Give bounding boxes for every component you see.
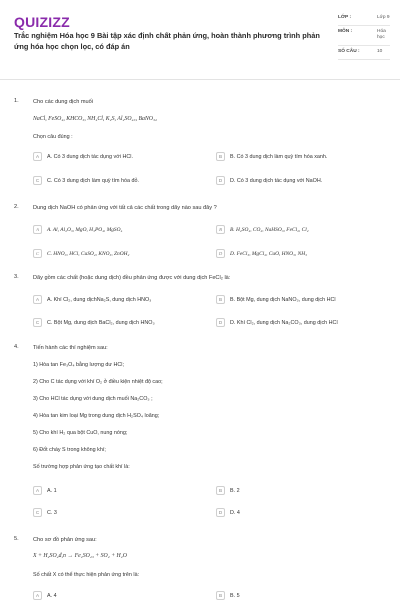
page-title: Trắc nghiệm Hóa học 9 Bài tập xác định chất phản ứng, hoàn thành phương trình phản ứng hóa học chọn lọc, có đáp án	[14, 31, 320, 51]
question-number: 4.	[14, 344, 19, 350]
question-text: Cho các dung dịch muối	[33, 99, 94, 105]
question-text: Dung dịch NaOH có phản ứng với tất cả các chất trong dãy nào sau đây ?	[33, 205, 217, 211]
question-formula: X + H₂SO₄đ,n → Fe₂SO₄₃ + SO₂ + H₂O	[33, 553, 127, 559]
option-a[interactable]: A A. Có 3 dung dịch tác dụng với HCl.	[33, 152, 201, 161]
option-a[interactable]: A A. Al, Al₂O₃, MgO, H₃PO₄, MgSO₄	[33, 225, 201, 234]
question-number: 1.	[14, 98, 19, 104]
question-text: Cho sơ đồ phản ứng sau:	[33, 537, 97, 543]
question-prompt: Chọn câu đúng :	[33, 134, 73, 140]
question-text: Dãy gồm các chất (hoặc dung dịch) đều phản ứng được với dung dịch FeCl₂ là:	[33, 275, 231, 281]
option-b[interactable]: B B. 5	[216, 591, 384, 600]
question-text: Tiến hành các thí nghiệm sau:	[33, 345, 108, 351]
option-c[interactable]: C C. HNO₃, HCl, CuSO₄, KNO₃, ZnOH₂	[33, 249, 201, 258]
worksheet-meta	[338, 12, 390, 60]
question-formula: NaCl, FeSO₄, KHCO₃, NH₄Cl, K₂S, Al₂SO₄₃, BaNO₃₂	[33, 116, 157, 122]
question-number: 3.	[14, 274, 19, 280]
option-d[interactable]: D D. 4	[216, 508, 384, 517]
meta-question-count: SỐ CÂU : 10	[338, 46, 390, 60]
question-number: 5.	[14, 536, 19, 542]
option-d[interactable]: D D. Khí Cl₂, dung dịch Na₂CO₃, dung dịch HCl	[216, 318, 384, 327]
option-c[interactable]: C C. Có 3 dung dịch làm quỳ tím hóa đỏ.	[33, 176, 201, 185]
option-b[interactable]: B B. Có 3 dung dịch làm quỳ tím hóa xanh.	[216, 152, 384, 161]
option-a[interactable]: A A. 4	[33, 591, 201, 600]
question-number: 2.	[14, 204, 19, 210]
experiment-line: 1) Hòa tan Fe₃O₄ bằng lượng dư HCl;	[33, 362, 124, 368]
experiment-line: 3) Cho HCl tác dụng với dung dịch muối Na₂CO₃ ;	[33, 396, 153, 402]
worksheet-header	[0, 0, 400, 80]
meta-class: LỚP : Lớp 9	[338, 12, 390, 26]
option-c[interactable]: C C. 3	[33, 508, 201, 517]
option-d[interactable]: D D. Có 3 dung dịch tác dụng với NaOH.	[216, 176, 384, 185]
option-b[interactable]: B B. 2	[216, 486, 384, 495]
question-prompt: Số chất X có thể thực hiện phản ứng trên là:	[33, 572, 140, 578]
option-a[interactable]: A A. 1	[33, 486, 201, 495]
experiment-line: 2) Cho C tác dụng với khí O₂ ở điều kiện nhiệt độ cao;	[33, 379, 163, 385]
option-b[interactable]: B B. H₂SO₄, CO₂, NaHSO₃, FeCl₂, Cl₂	[216, 225, 384, 234]
experiment-line: 5) Cho khí H₂ qua bột CuO, nung nóng;	[33, 430, 128, 436]
option-d[interactable]: D D. FeCl₃, MgCl₂, CuO, HNO₃, NH₃	[216, 249, 384, 258]
option-b[interactable]: B B. Bột Mg, dung dịch NaNO₃, dung dịch HCl	[216, 295, 384, 304]
experiment-line: 6) Đốt cháy S trong không khí;	[33, 447, 106, 453]
experiment-line: 4) Hòa tan kim loại Mg trong dung dịch H₂SO₄ loãng;	[33, 413, 160, 419]
meta-subject: MÔN : Hóa học	[338, 26, 390, 46]
question-prompt: Số trường hợp phản ứng tạo chất khí là:	[33, 464, 130, 470]
quizizz-logo: QUIZIZZ	[14, 14, 70, 30]
option-c[interactable]: C C. Bột Mg, dung dịch BaCl₂, dung dịch HNO₃	[33, 318, 201, 327]
option-a[interactable]: A A. Khí Cl₂, dung dịchNa₂S, dung dịch HNO₃	[33, 295, 201, 304]
